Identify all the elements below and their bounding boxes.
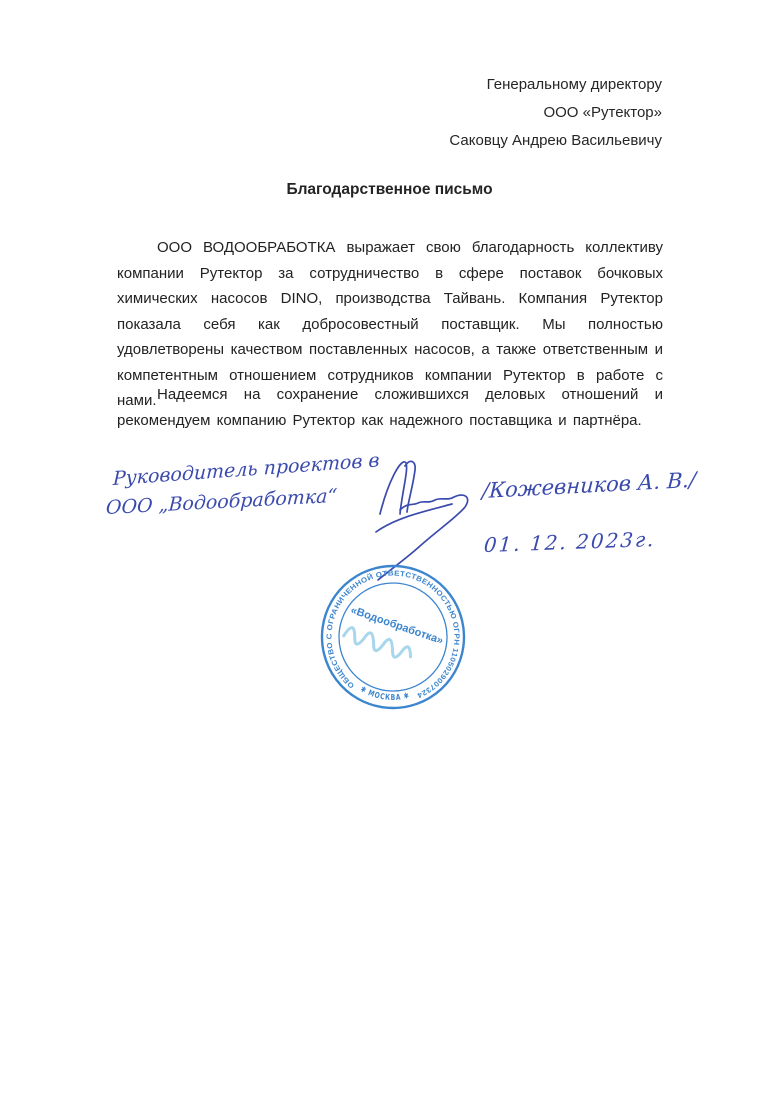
handwritten-position-line-1: Руководитель проектов в <box>112 449 380 491</box>
stamp-outer-ring <box>318 562 468 712</box>
handwritten-position-line-2: ООО „Водообработка“ <box>105 484 338 520</box>
stamp-company-name: «Водообработка» <box>349 604 445 648</box>
body-paragraph-2: Надеемся на сохранение сложившихся деловых отношений и рекомендуем компанию Рутектор как надежного поставщика и партнёра. <box>117 386 663 429</box>
stamp-ring-text: ОБЩЕСТВО С ОГРАНИЧЕННОЙ ОТВЕТСТВЕННОСТЬЮ ОГРН 1105029007324 <box>324 568 462 701</box>
handwritten-date: 01. 12. 2023г. <box>483 526 657 558</box>
company-stamp <box>318 562 468 712</box>
recipient-line-role: Генеральному директору <box>486 76 662 93</box>
recipient-line-person: Саковцу Андрею Васильевичу <box>449 132 662 149</box>
stamp-city-text: ✱ МОСКВА ✱ <box>358 684 413 703</box>
recipient-line-company: ООО «Рутектор» <box>543 104 662 121</box>
letter-title: Благодарственное письмо <box>286 181 493 198</box>
body-paragraph-1: ООО ВОДООБРАБОТКА выражает свою благодарность коллективу компании Рутектор за сотрудничество в сфере поставок бочковых химических насосов DINO, производства Тайвань. Компания Рутектор показала себя как добросовестный поставщик. Мы полностью удовлетворены качеством поставленных насосов, а также ответственным и компетентным отношением сотрудников компании Рутектор в работе с нами. <box>117 239 663 409</box>
handwritten-signed-name: /Кожевников А. В./ <box>481 467 697 504</box>
recipient-block <box>449 71 662 155</box>
